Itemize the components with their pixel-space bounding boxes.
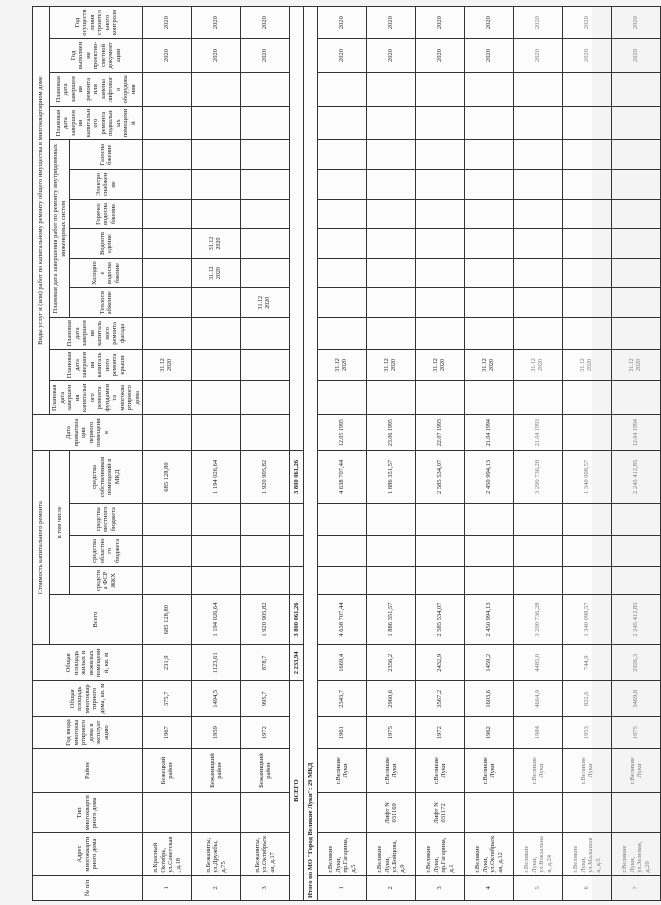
cell-total: 2 585 534,07 bbox=[416, 594, 465, 645]
cell-living: 2356,2 bbox=[367, 645, 416, 681]
cell-year: 1962 bbox=[465, 717, 514, 749]
cell-num: 1 bbox=[318, 875, 367, 900]
cell-year: 1953 bbox=[563, 717, 612, 749]
cell-control: 2020 bbox=[465, 7, 514, 39]
cell-area: 3567,2 bbox=[416, 681, 465, 717]
cell-roof: 31.12 2020 bbox=[143, 349, 192, 381]
cell-owners: 2 585 534,07 bbox=[416, 451, 465, 504]
total-owners: 3 800 061,26 bbox=[290, 451, 304, 504]
cell-psd: 2020 bbox=[563, 39, 612, 73]
cell-total: 1 920 905,82 bbox=[241, 594, 290, 645]
cell-total: 4 638 707,44 bbox=[318, 594, 367, 645]
cell-control: 2020 bbox=[514, 7, 563, 39]
cell-address: п.Бежаниты, ул.Дружбы, д.75 bbox=[192, 833, 241, 875]
col-facade: Плановая дата завершения капитального ремонта фасада bbox=[50, 317, 143, 349]
cell-roof: 31.12 2020 bbox=[612, 349, 661, 381]
cell-total: 685 128,80 bbox=[143, 594, 192, 645]
cell-num: 3 bbox=[241, 875, 290, 900]
cell-num: 1 bbox=[143, 875, 192, 900]
cell-regional bbox=[241, 535, 290, 567]
cell-address: г.Великие Луки, ул.Зеленая, д.20 bbox=[612, 833, 661, 875]
cell-cold bbox=[143, 258, 192, 288]
cell-year: 1984 bbox=[514, 717, 563, 749]
cell-priv: 21.04 1993 bbox=[514, 415, 563, 451]
cell-roof: 31.12 2020 bbox=[318, 349, 367, 381]
cell-heat bbox=[192, 288, 241, 318]
cell-area: 995,7 bbox=[241, 681, 290, 717]
cell-owners: 1 886 351,57 bbox=[367, 451, 416, 504]
cell-heat bbox=[143, 288, 192, 318]
cell-num: 7 bbox=[612, 875, 661, 900]
cell-num: 3 bbox=[416, 875, 465, 900]
cell-district: Бежаницкий район bbox=[241, 748, 290, 792]
cell-type bbox=[514, 793, 563, 833]
cell-local bbox=[192, 503, 241, 535]
cell-owners: 1 194 026,64 bbox=[192, 451, 241, 504]
col-total: Всего bbox=[50, 594, 143, 645]
table-row bbox=[192, 7, 241, 901]
cell-psd: 2020 bbox=[241, 39, 290, 73]
cell-district: Бежецкий район bbox=[143, 748, 192, 792]
cell-area: 1494,5 bbox=[192, 681, 241, 717]
cell-roof: 31.12 2020 bbox=[465, 349, 514, 381]
cell-control: 2020 bbox=[416, 7, 465, 39]
cell-priv: 23.06 1995 bbox=[367, 415, 416, 451]
table-row bbox=[612, 7, 661, 901]
col-drainage: Водоотведение bbox=[70, 229, 143, 259]
cell-total: 2 245 412,85 bbox=[612, 594, 661, 645]
cell-roof: 31.12 2020 bbox=[563, 349, 612, 381]
cell-control: 2020 bbox=[192, 7, 241, 39]
cell-district: г.Великие Луки bbox=[318, 748, 367, 792]
cell-gas bbox=[192, 140, 241, 170]
cell-type bbox=[192, 793, 241, 833]
col-basement: Плановая дата завершения капитального ремонта подвальных помещений bbox=[50, 106, 143, 140]
cell-total: 1 194 026,64 bbox=[192, 594, 241, 645]
cell-psd: 2020 bbox=[143, 39, 192, 73]
cell-type bbox=[563, 793, 612, 833]
col-lift: Плановая дата завершения ремонта или замены лифтового оборудования bbox=[50, 72, 143, 106]
cell-facade bbox=[241, 317, 290, 349]
col-hot-water: Горячее водоснабжение bbox=[70, 199, 143, 229]
cell-psd: 2020 bbox=[612, 39, 661, 73]
document-scan bbox=[32, 6, 651, 901]
cell-type bbox=[612, 793, 661, 833]
col-type: Тип многоквартирного дома bbox=[33, 793, 143, 833]
cell-psd: 2020 bbox=[318, 39, 367, 73]
cell-total: 2 450 994,13 bbox=[465, 594, 514, 645]
col-area: Общая площадь многоквартирного дома, кв. м bbox=[33, 681, 143, 717]
cell-district: г.Великие Луки bbox=[367, 748, 416, 792]
cell-year: 1967 bbox=[143, 717, 192, 749]
cell-owners: 2 245 412,85 bbox=[612, 451, 661, 504]
cell-priv: 21.04 1994 bbox=[465, 415, 514, 451]
cell-living: 2926,3 bbox=[612, 645, 661, 681]
cell-num: 4 bbox=[465, 875, 514, 900]
cell-priv bbox=[241, 415, 290, 451]
cell-gas bbox=[241, 140, 290, 170]
cell-elec bbox=[143, 170, 192, 200]
cell-type bbox=[241, 793, 290, 833]
cell-year: 1975 bbox=[367, 717, 416, 749]
cell-year: 1975 bbox=[612, 717, 661, 749]
cell-type bbox=[318, 793, 367, 833]
cell-foundation bbox=[143, 381, 192, 415]
cell-address: г.Великие Луки, ул.Малышева, д.5 bbox=[563, 833, 612, 875]
cell-basement bbox=[241, 106, 290, 140]
cell-elec bbox=[241, 170, 290, 200]
cell-control: 2020 bbox=[143, 7, 192, 39]
cell-living: 2432,9 bbox=[416, 645, 465, 681]
rotated-table-container bbox=[32, 6, 651, 901]
cell-year: 1972 bbox=[416, 717, 465, 749]
systems-header: Плановая дата завершения работ по ремонту внутридомовых инженерных систем bbox=[50, 140, 70, 317]
table-row bbox=[143, 7, 192, 901]
col-heat: Теплоснабжение bbox=[70, 288, 143, 318]
cell-year: 1959 bbox=[192, 717, 241, 749]
cell-hot bbox=[241, 199, 290, 229]
cell-address: г.Великие Луки, пр.Гагарина, д.1 bbox=[416, 833, 465, 875]
col-owners: средства собственников помещений в МКД bbox=[70, 451, 143, 504]
col-fsr: средства ФСР ЖКХ bbox=[70, 567, 143, 594]
col-address: Адрес многоквартирного дома bbox=[33, 833, 143, 875]
table-row bbox=[241, 7, 290, 901]
cell-address: г.Великие Луки, ул.Бойцова, д.9 bbox=[367, 833, 416, 875]
cell-psd: 2020 bbox=[514, 39, 563, 73]
total-sum: 3 800 061,26 bbox=[290, 594, 304, 645]
cell-owners: 2 450 994,13 bbox=[465, 451, 514, 504]
cell-control: 2020 bbox=[318, 7, 367, 39]
cell-district: г.Великие Луки bbox=[563, 748, 612, 792]
cell-hot bbox=[192, 199, 241, 229]
cell-roof bbox=[241, 349, 290, 381]
cell-basement bbox=[192, 106, 241, 140]
table-row bbox=[514, 7, 563, 901]
cell-lift bbox=[143, 72, 192, 106]
cell-owners: 685 128,80 bbox=[143, 451, 192, 504]
cell-area: 3469,8 bbox=[612, 681, 661, 717]
cell-roof: 31.12 2020 bbox=[367, 349, 416, 381]
cell-local bbox=[143, 503, 192, 535]
col-living-area: Общая площадь жилых и нежилых помещений, кв. м bbox=[33, 645, 143, 681]
cell-gas bbox=[143, 140, 192, 170]
col-privatization: Дата приватизации первого помещения bbox=[33, 415, 143, 451]
cell-control: 2020 bbox=[367, 7, 416, 39]
cell-priv bbox=[192, 415, 241, 451]
cell-year: 1961 bbox=[318, 717, 367, 749]
col-cold-water: Холодное водоснабжение bbox=[70, 258, 143, 288]
cell-district: г.Великие Луки bbox=[612, 748, 661, 792]
cell-area: 2343,7 bbox=[318, 681, 367, 717]
cell-living: 878,7 bbox=[241, 645, 290, 681]
table-row bbox=[563, 7, 612, 901]
cell-priv: 12.04 1994 bbox=[612, 415, 661, 451]
cell-priv: 22.07 1993 bbox=[416, 415, 465, 451]
cell-priv bbox=[563, 415, 612, 451]
cell-area: 375,7 bbox=[143, 681, 192, 717]
group-title: Итого по МО "Город Великие Луки": 29 МКД bbox=[304, 7, 318, 901]
cell-num: 2 bbox=[367, 875, 416, 900]
cell-owners: 3 290 736,28 bbox=[514, 451, 563, 504]
cell-fsr bbox=[192, 567, 241, 594]
cell-total: 1 886 351,57 bbox=[367, 594, 416, 645]
cell-num: 6 bbox=[563, 875, 612, 900]
cell-psd: 2020 bbox=[367, 39, 416, 73]
col-district: Район bbox=[33, 748, 143, 792]
cell-owners: 1 920 905,82 bbox=[241, 451, 290, 504]
cell-num: 2 bbox=[192, 875, 241, 900]
table-row bbox=[416, 7, 465, 901]
cell-living: 1669,4 bbox=[318, 645, 367, 681]
cell-foundation bbox=[192, 381, 241, 415]
works-group-header: Виды услуг и (или) работ по капитальному ремонту общего имущества в многоквартирном доме bbox=[33, 7, 50, 415]
cell-fsr bbox=[143, 567, 192, 594]
cell-address: г.Великие Луки, пр.Гагарина, д.5 bbox=[318, 833, 367, 875]
cell-heat: 31.12 2020 bbox=[241, 288, 290, 318]
cell-living: 4485,0 bbox=[514, 645, 563, 681]
cell-district: Бежаницкий район bbox=[192, 748, 241, 792]
cell-facade bbox=[192, 317, 241, 349]
cell-facade bbox=[143, 317, 192, 349]
col-num: № п/п bbox=[33, 875, 143, 900]
cell-psd: 2020 bbox=[192, 39, 241, 73]
capital-repair-table bbox=[32, 6, 661, 901]
cell-living: 231,9 bbox=[143, 645, 192, 681]
col-gas: Газоснабжение bbox=[70, 140, 143, 170]
cell-num: 5 bbox=[514, 875, 563, 900]
cell-drain bbox=[241, 229, 290, 259]
col-regional: средства областного бюджета bbox=[70, 535, 143, 567]
cell-lift bbox=[192, 72, 241, 106]
cell-roof: 31.12 2020 bbox=[416, 349, 465, 381]
total-living: 2 233,94 bbox=[290, 645, 304, 681]
cell-psd: 2020 bbox=[416, 39, 465, 73]
incl-header: в том числе bbox=[50, 451, 70, 595]
cell-area: 1603,6 bbox=[465, 681, 514, 717]
cell-roof: 31.12 2020 bbox=[514, 349, 563, 381]
cell-area: 822,6 bbox=[563, 681, 612, 717]
cell-elec bbox=[192, 170, 241, 200]
cell-regional bbox=[143, 535, 192, 567]
table-row bbox=[367, 7, 416, 901]
cell-living: 1123,61 bbox=[192, 645, 241, 681]
cell-priv: 12.05 1995 bbox=[318, 415, 367, 451]
table-row bbox=[318, 7, 367, 901]
col-control-year: Год осуществления строительного контроля bbox=[50, 7, 143, 39]
cell-area: 2960,6 bbox=[367, 681, 416, 717]
cell-regional bbox=[192, 535, 241, 567]
cell-drain: 31.12 2020 bbox=[192, 229, 241, 259]
cell-roof bbox=[192, 349, 241, 381]
cell-address: г.Великие Луки, ул.Вокзальная, д.24 bbox=[514, 833, 563, 875]
cell-hot bbox=[143, 199, 192, 229]
cell-basement bbox=[143, 106, 192, 140]
cell-psd: 2020 bbox=[465, 39, 514, 73]
cell-control: 2020 bbox=[241, 7, 290, 39]
cell-owners: 1 340 098,57 bbox=[563, 451, 612, 504]
cell-owners: 4 638 707,44 bbox=[318, 451, 367, 504]
cell-address: п.Бежаниты, ул.Октябрьская, д.17 bbox=[241, 833, 290, 875]
total-row bbox=[290, 7, 304, 901]
cell-type: Лифт N 031172 bbox=[416, 793, 465, 833]
cell-address: г.Великие Луки, ул.Октябрьская, д.12 bbox=[465, 833, 514, 875]
col-electricity: Электроснабжение bbox=[70, 170, 143, 200]
cell-fsr bbox=[241, 567, 290, 594]
cell-priv bbox=[143, 415, 192, 451]
group-header-row bbox=[304, 7, 318, 901]
cell-district: г.Великие Луки bbox=[465, 748, 514, 792]
cell-type: Лифт N 031169 bbox=[367, 793, 416, 833]
col-foundation: Плановая дата завершения капитального ремонта фундамента многоквартирного дома bbox=[50, 381, 143, 415]
col-local: средства местного бюджета bbox=[70, 503, 143, 535]
cell-type bbox=[465, 793, 514, 833]
cell-cold: 31.12 2020 bbox=[192, 258, 241, 288]
cell-type bbox=[143, 793, 192, 833]
cell-local bbox=[241, 503, 290, 535]
cell-drain bbox=[143, 229, 192, 259]
cell-total: 3 290 736,28 bbox=[514, 594, 563, 645]
col-roof: Плановая дата завершения капитального ремонта крыши bbox=[50, 349, 143, 381]
cell-living: 744,9 bbox=[563, 645, 612, 681]
cell-address: п.Красный Октябрь, ул.Советская, д.18 bbox=[143, 833, 192, 875]
cell-foundation bbox=[241, 381, 290, 415]
total-label: ВСЕГО bbox=[290, 681, 304, 901]
cell-year: 1972 bbox=[241, 717, 290, 749]
cell-living: 1459,2 bbox=[465, 645, 514, 681]
cost-group-header: Стоимость капитального ремонта bbox=[33, 451, 50, 645]
cell-cold bbox=[241, 258, 290, 288]
cell-area: 4664,9 bbox=[514, 681, 563, 717]
col-psd-year: Год выполнения проектно-сметной документации bbox=[50, 39, 143, 73]
table-row bbox=[465, 7, 514, 901]
cell-control: 2020 bbox=[563, 7, 612, 39]
cell-total: 1 340 098,57 bbox=[563, 594, 612, 645]
col-year: Год ввода многоквартирного дома в эксплуатацию bbox=[33, 717, 143, 749]
cell-lift bbox=[241, 72, 290, 106]
cell-control: 2020 bbox=[612, 7, 661, 39]
cell-district: г.Великие Луки bbox=[416, 748, 465, 792]
cell-district: г.Великие Луки bbox=[514, 748, 563, 792]
